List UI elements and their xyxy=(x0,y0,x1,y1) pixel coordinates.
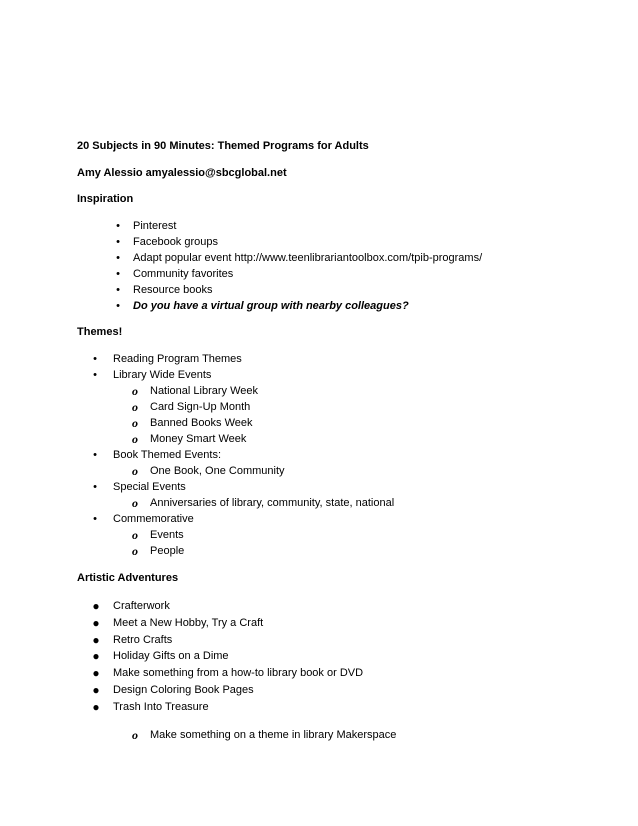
bullet-icon: • xyxy=(116,268,120,280)
bullet-icon: o xyxy=(132,400,138,414)
bullet-icon: ● xyxy=(92,599,100,613)
list-item-text: Book Themed Events: xyxy=(113,449,222,461)
bullet-icon: ● xyxy=(92,700,100,714)
list-item-text: Holiday Gifts on a Dime xyxy=(113,650,229,662)
bullet-icon: o xyxy=(132,496,138,510)
bullet-icon: • xyxy=(116,300,120,312)
list-item-text: Special Events xyxy=(113,481,186,493)
bullet-icon: ● xyxy=(92,683,100,697)
bullet-icon: o xyxy=(132,384,138,398)
list-item-text: People xyxy=(150,545,185,557)
bullet-icon: o xyxy=(132,416,138,430)
section-heading-inspiration: Inspiration xyxy=(77,193,134,205)
bullet-icon: • xyxy=(93,513,97,525)
bullet-icon: ● xyxy=(92,616,100,630)
section-heading-artistic-adventures: Artistic Adventures xyxy=(77,572,179,584)
bullet-icon: ● xyxy=(92,649,100,663)
list-item-text: Commemorative xyxy=(113,513,194,525)
list-item-text: Crafterwork xyxy=(113,600,170,612)
bullet-icon: o xyxy=(132,544,138,558)
list-item-text: Facebook groups xyxy=(133,236,218,248)
bullet-icon: o xyxy=(132,432,138,446)
bullet-icon: ● xyxy=(92,666,100,680)
bullet-icon: o xyxy=(132,528,138,542)
list-item-text: Adapt popular event http://www.teenlibrariantoolbox.com/tpib-programs/ xyxy=(133,252,483,264)
list-item-text: Library Wide Events xyxy=(113,369,212,381)
list-item-text: Money Smart Week xyxy=(150,433,247,445)
document-title: 20 Subjects in 90 Minutes: Themed Programs for Adults xyxy=(77,140,369,152)
bullet-icon: ● xyxy=(92,633,100,647)
list-item-text: Pinterest xyxy=(133,220,177,232)
bullet-icon: • xyxy=(93,369,97,381)
list-item-text: Anniversaries of library, community, state, national xyxy=(150,497,395,509)
list-item-text: Community favorites xyxy=(133,268,234,280)
list-item-text: One Book, One Community xyxy=(150,465,285,477)
list-item-text: Meet a New Hobby, Try a Craft xyxy=(113,617,264,629)
list-item-text: Make something from a how-to library book or DVD xyxy=(113,667,364,679)
section-heading-themes: Themes! xyxy=(77,326,123,338)
bullet-icon: o xyxy=(132,464,138,478)
bullet-icon: o xyxy=(132,728,138,742)
bullet-icon: • xyxy=(93,481,97,493)
list-item-text: Banned Books Week xyxy=(150,417,253,429)
list-item-text: Events xyxy=(150,529,184,541)
list-item-text: Design Coloring Book Pages xyxy=(113,684,254,696)
list-item-text: Retro Crafts xyxy=(113,634,173,646)
list-item-text: Card Sign-Up Month xyxy=(150,401,251,413)
list-item-text: Resource books xyxy=(133,284,213,296)
bullet-icon: • xyxy=(116,236,120,248)
list-item-text: Trash Into Treasure xyxy=(113,701,209,713)
list-item-text: National Library Week xyxy=(150,385,259,397)
bullet-icon: • xyxy=(116,284,120,296)
author-line: Amy Alessio amyalessio@sbcglobal.net xyxy=(77,167,287,179)
bullet-icon: • xyxy=(93,353,97,365)
bullet-icon: • xyxy=(116,252,120,264)
list-item-text: Make something on a theme in library Makerspace xyxy=(150,729,397,741)
bullet-icon: • xyxy=(93,449,97,461)
list-item-text: Reading Program Themes xyxy=(113,353,242,365)
bullet-icon: • xyxy=(116,220,120,232)
list-item-text: Do you have a virtual group with nearby colleagues? xyxy=(133,300,409,312)
